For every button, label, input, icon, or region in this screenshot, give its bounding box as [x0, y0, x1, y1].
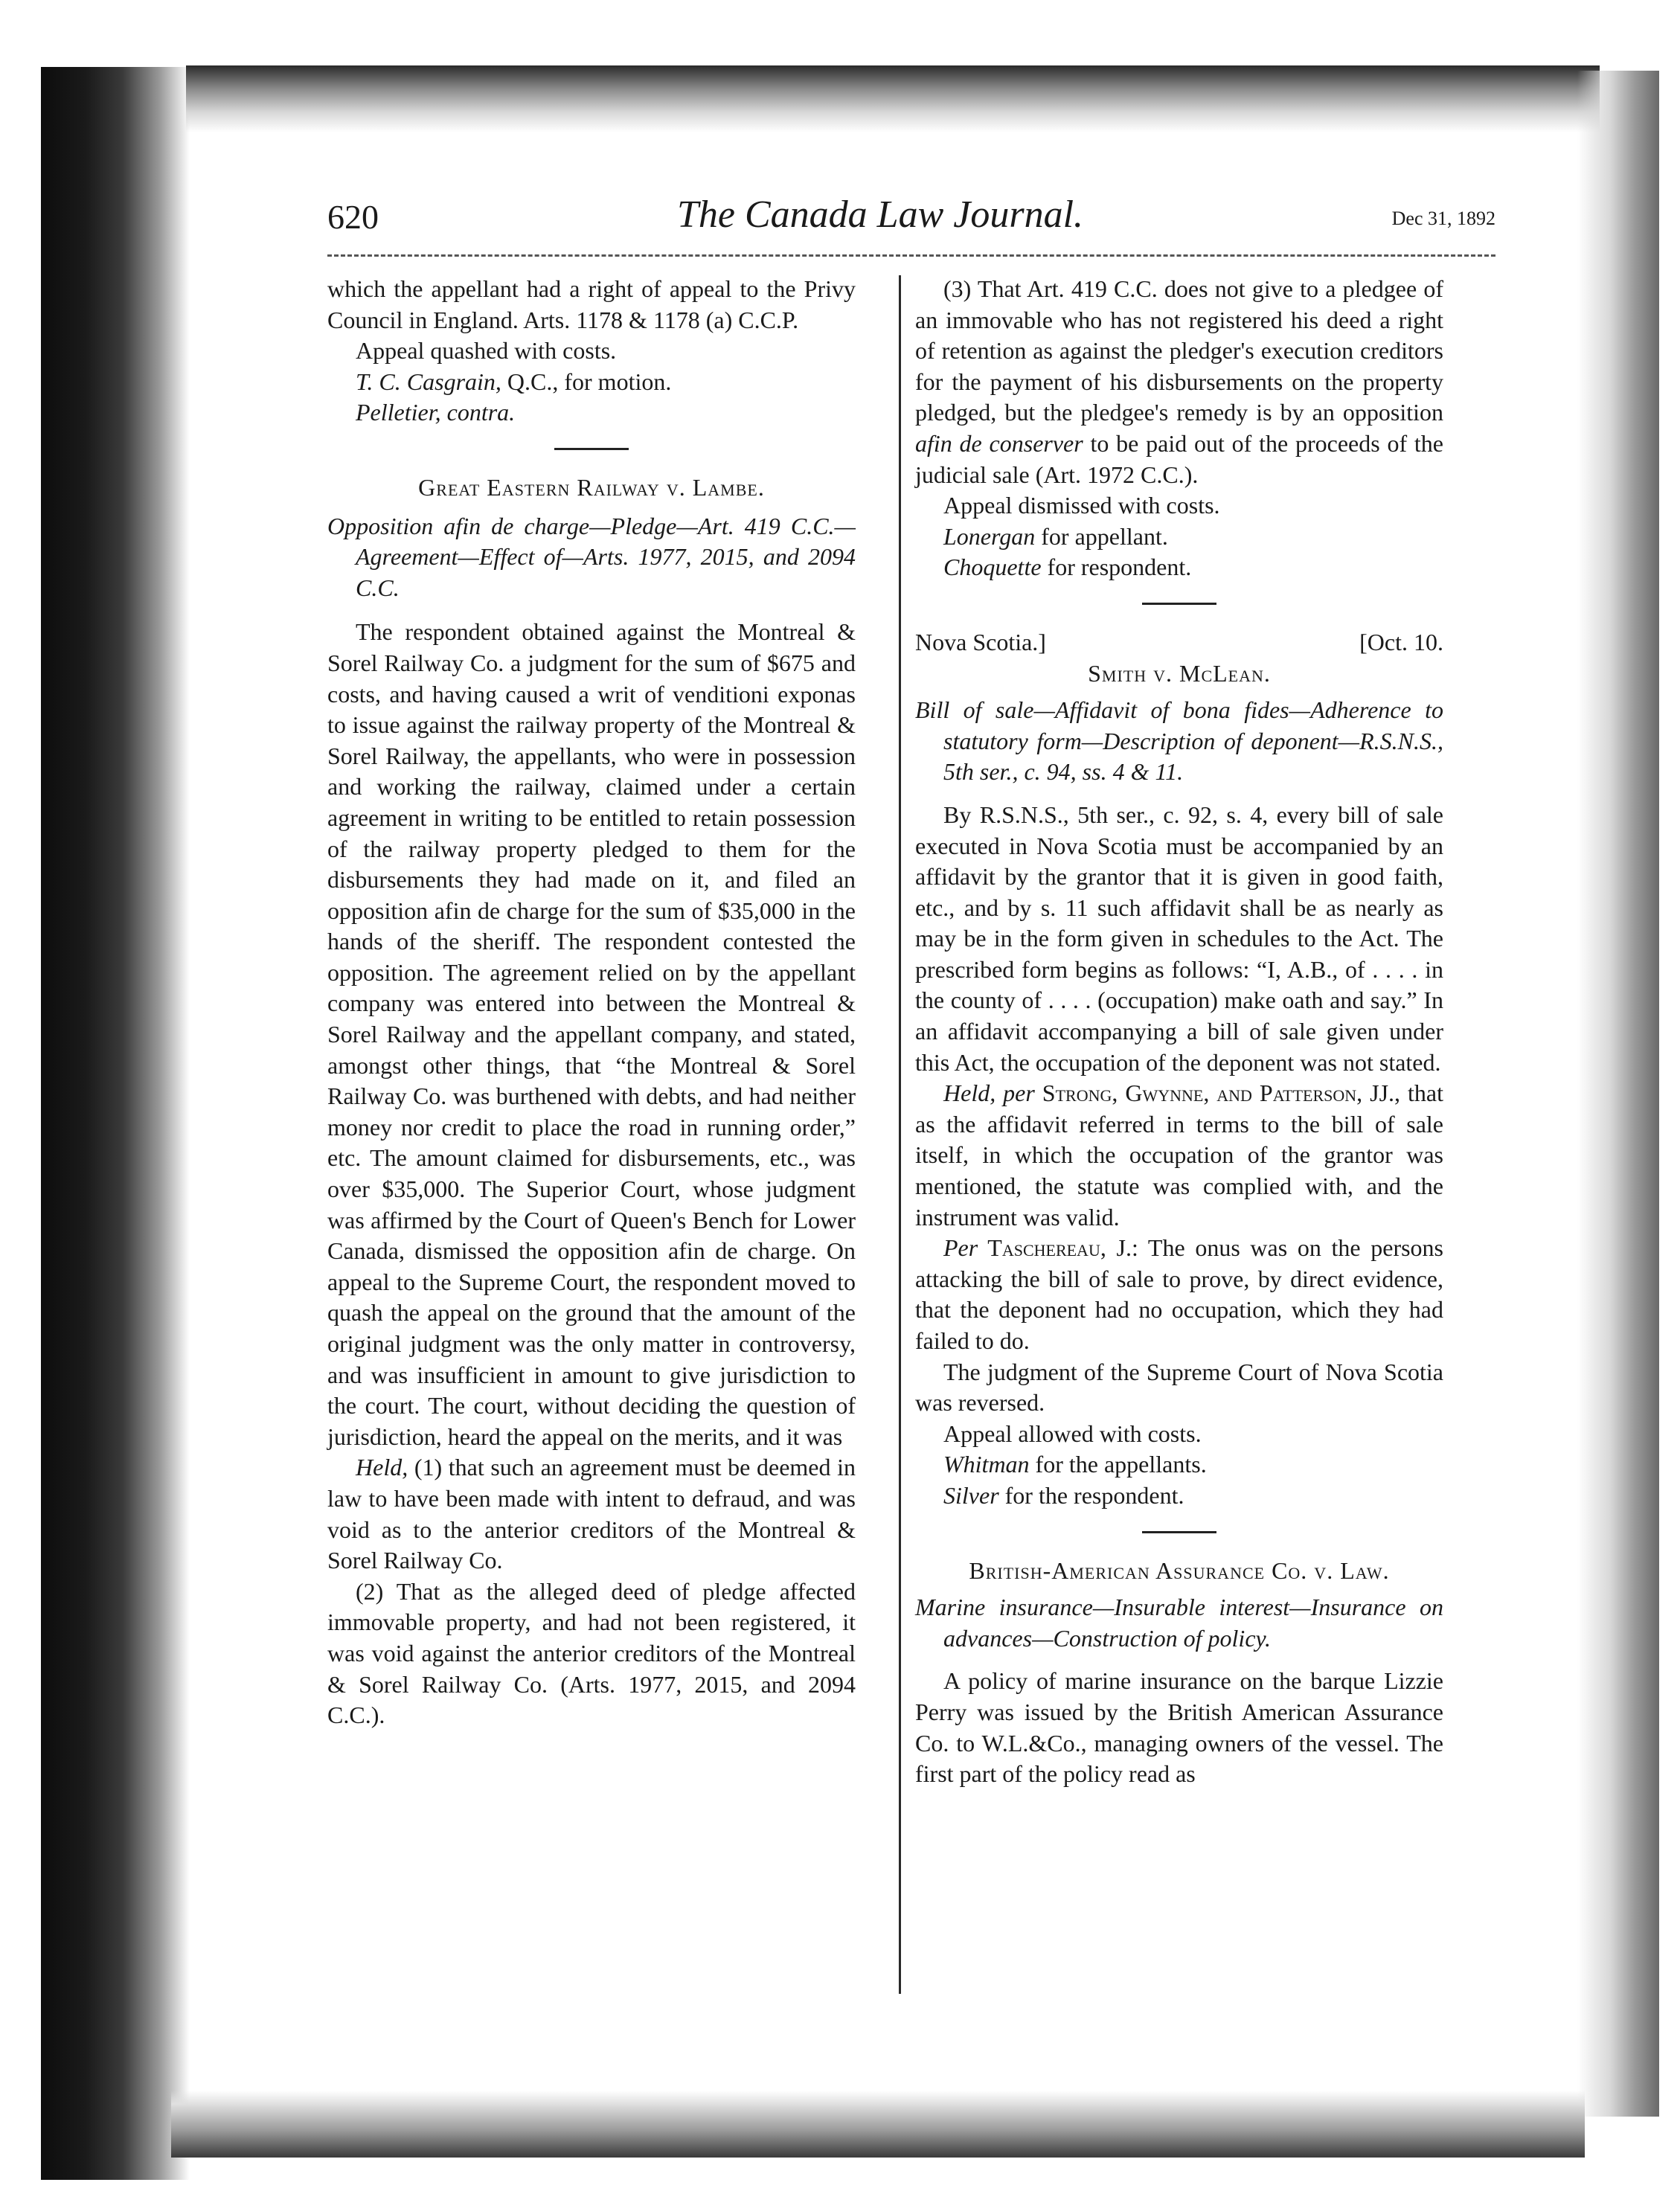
- case-headnote-2: Bill of sale—Affidavit of bona fides—Adherence to statutory form—Description of deponent—R.S.N.S., 5th ser., c. 94, ss. 4 & 11.: [915, 696, 1443, 786]
- case-body-2: By R.S.N.S., 5th ser., c. 92, s. 4, every bill of sale executed in Nova Scotia must be accompanied by an affidavit by the grantor that it is given in good faith, etc., and by s. 11 such affidavit shall be as nearly as may be in the form given in schedules to the Act. The prescribed form begins as follows: “I, A.B., of . . . . in the county of . . . . (occupation) make oath and say.” In an affidavit accompanying a bill of sale given under this Act, the occupation of the deponent was not stated.: [915, 801, 1443, 1076]
- decision-date: [Oct. 10.: [1359, 628, 1443, 655]
- case-title-3: British-American Assurance Co. v. Law.: [969, 1556, 1390, 1584]
- counsel-2b-name: Silver: [943, 1481, 999, 1509]
- section-rule: [554, 448, 629, 450]
- held-2-judges: Strong, Gwynne, and Patterson, JJ.,: [1034, 1080, 1401, 1107]
- held-paragraph-3: [915, 274, 1443, 490]
- scan-left-edge: [41, 67, 190, 2180]
- held-label: Held,: [356, 1454, 408, 1481]
- judgment-paragraph: The judgment of the Supreme Court of Nova Scotia was reversed.: [915, 1358, 1443, 1417]
- per-judge: Taschereau, J.:: [978, 1234, 1138, 1262]
- per-text: The onus was on the persons attacking the bill of sale to prove, by direct evidence, that the deponent had no occupation, which they had failed to do.: [915, 1234, 1444, 1354]
- page-number: 620: [327, 198, 379, 236]
- counsel-appellant-rest: for appellant.: [1035, 522, 1168, 550]
- section-rule: [1142, 1531, 1216, 1533]
- counsel-2a-rest: for the appellants.: [1029, 1451, 1207, 1478]
- counsel-respondent: [915, 552, 1443, 583]
- held-2-label: Held, per: [943, 1080, 1035, 1107]
- carryover-paragraph: which the appellant had a right of appeal to the Privy Council in England. Arts. 1178 & 1178 (a) C.C.P.: [327, 275, 856, 333]
- appeal-result-2: Appeal allowed with costs.: [943, 1420, 1202, 1447]
- counsel-respondent-name: Choquette: [943, 554, 1042, 581]
- journal-title: The Canada Law Journal.: [677, 193, 1084, 236]
- case-title: Great Eastern Railway v. Lambe.: [418, 473, 765, 501]
- case-body-3: A policy of marine insurance on the barque Lizzie Perry was issued by the British American Assurance Co. to W.L.&Co., managing owners of the vessel. The first part of the policy read as: [915, 1667, 1443, 1788]
- per-paragraph: [915, 1233, 1443, 1356]
- court-line: [915, 627, 1443, 658]
- counsel-2a-name: Whitman: [943, 1451, 1030, 1478]
- counsel-contra: Pelletier, contra.: [356, 399, 516, 426]
- counsel-motion-name: T. C. Casgrain,: [356, 368, 501, 395]
- case-body: The respondent obtained against the Montreal & Sorel Railway Co. a judgment for the sum of $675 and costs, and having caused a writ of venditioni exponas to issue against the railway property of the Montreal & Sorel Railway, the appellants, who were in possession and working the railway, claimed under a certain agreement in writing to be entitled to retain possession of the railway property pledged to them for the disbursements they had made on it, and filed an opposition afin de charge for the sum of $35,000 in the hands of the sheriff. The respondent contested the opposition. The agreement relied on by the appellant company was entered into between the Montreal & Sorel Railway and the appellant company, and stated, amongst other things, that “the Montreal & Sorel Railway Co. was burthened with debts, and had neither money nor credit to place the road in running order,” etc. The amount claimed for disbursements, etc., was over $35,000. The Superior Court, whose judgment was affirmed by the Court of Queen's Bench for Lower Canada, dismissed the opposition afin de charge. On appeal to the Supreme Court, the respondent moved to quash the appeal on the ground that the amount of the original judgment was the only matter in controversy, and was insufficient in amount to give jurisdiction to the court. The court, without deciding the question of jurisdiction, heard the appeal on the merits, and it was: [327, 618, 856, 1450]
- held-paragraph: [915, 1078, 1443, 1233]
- per-label: Per: [943, 1234, 978, 1262]
- court-name: Nova Scotia.]: [915, 628, 1046, 655]
- held-1-text: (1) that such an agreement must be deemed in law to have been made with intent to defraud, and was void as to the anterior creditors of the Montreal & Sorel Railway Co.: [327, 1454, 856, 1574]
- scan-right-edge: [1577, 71, 1659, 2117]
- counsel-2a: [915, 1449, 1443, 1481]
- held-2-text: that as the affidavit referred in terms to the bill of sale itself, in which the occupation of the grantor was mentioned, the statute was complied with, and the instrument was valid.: [915, 1080, 1443, 1231]
- left-column: [327, 274, 856, 1731]
- case-headnote: Opposition afin de charge—Pledge—Art. 419 C.C.—Agreement—Effect of—Arts. 1977, 2015, and 2094 C.C.: [327, 512, 856, 601]
- counsel-respondent-rest: for respondent.: [1041, 554, 1192, 581]
- case-title-2: Smith v. McLean.: [1088, 659, 1271, 687]
- appeal-result: Appeal quashed with costs.: [356, 337, 617, 365]
- column-divider: [899, 275, 901, 1994]
- scan-bottom-edge: [171, 2091, 1585, 2158]
- counsel-motion: [327, 367, 856, 398]
- case-headnote-3: Marine insurance—Insurable interest—Insurance on advances—Construction of policy.: [915, 1594, 1443, 1652]
- counsel-appellant: [915, 522, 1443, 553]
- right-column: [915, 274, 1443, 1790]
- counsel-2b: [915, 1481, 1443, 1512]
- held-paragraph-1: [327, 1452, 856, 1576]
- held-3-italic: afin de conserver: [915, 429, 1083, 457]
- header-rule: [327, 254, 1495, 257]
- held-3-post: to be paid out of the proceeds of the judicial sale (Art. 1972 C.C.).: [915, 429, 1444, 488]
- header-date: Dec 31, 1892: [1391, 208, 1495, 229]
- held-paragraph-2: (2) That as the alleged deed of pledge affected immovable property, and had not been registered, it was void against the anterior creditors of the Montreal & Sorel Railway Co. (Arts. 1977, 2015, and 2094 C.C.).: [327, 1577, 856, 1729]
- section-rule: [1142, 603, 1216, 605]
- counsel-motion-rest: Q.C., for motion.: [501, 368, 672, 395]
- counsel-2b-rest: for the respondent.: [998, 1481, 1184, 1509]
- scan-top-edge: [186, 65, 1600, 132]
- page-header: [327, 193, 1495, 249]
- counsel-appellant-name: Lonergan: [943, 522, 1036, 550]
- appeal-result: Appeal dismissed with costs.: [943, 492, 1220, 519]
- held-3-pre: (3) That Art. 419 C.C. does not give to a pledgee of an immovable who has not registered his deed a right of retention as against the pledger's execution creditors for the payment of his disbursements on the property pledged, but the pledgee's remedy is by an opposition: [915, 275, 1443, 426]
